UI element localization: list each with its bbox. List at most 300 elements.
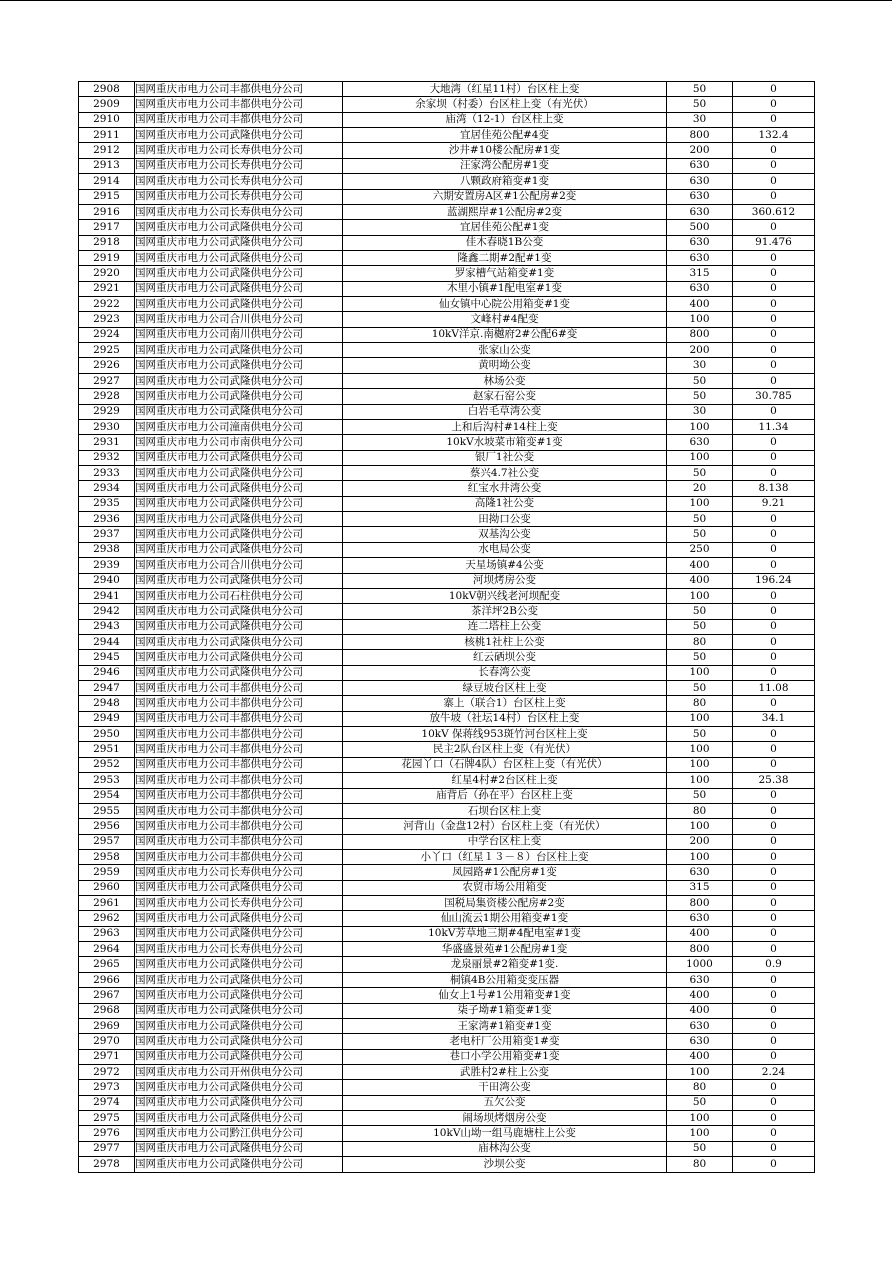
capacity-cell: 50 xyxy=(667,82,733,97)
capacity-cell: 400 xyxy=(667,573,733,588)
table-row xyxy=(79,711,815,726)
capacity-cell: 800 xyxy=(667,128,733,143)
company-cell: 国网重庆市电力公司合川供电分公司 xyxy=(135,558,343,573)
table-row xyxy=(79,681,815,696)
row-number-cell: 2960 xyxy=(79,880,135,895)
capacity-cell: 100 xyxy=(667,711,733,726)
value-cell: 0 xyxy=(733,297,815,312)
station-name-cell: 银厂1社公变 xyxy=(343,450,667,465)
value-cell: 0 xyxy=(733,82,815,97)
company-cell: 国网重庆市电力公司长寿供电分公司 xyxy=(135,174,343,189)
station-name-cell: 石坝台区柱上变 xyxy=(343,803,667,818)
station-name-cell: 庙林沟公变 xyxy=(343,1141,667,1156)
row-number-cell: 2912 xyxy=(79,143,135,158)
row-number-cell: 2953 xyxy=(79,773,135,788)
table-row xyxy=(79,588,815,603)
table-row xyxy=(79,435,815,450)
station-name-cell: 蔡兴4.7社公变 xyxy=(343,465,667,480)
table-row xyxy=(79,665,815,680)
value-cell: 0 xyxy=(733,849,815,864)
row-number-cell: 2961 xyxy=(79,896,135,911)
station-name-cell: 放牛坡（社坛14村）台区柱上变 xyxy=(343,711,667,726)
row-number-cell: 2921 xyxy=(79,281,135,296)
station-name-cell: 中学台区柱上变 xyxy=(343,834,667,849)
capacity-cell: 50 xyxy=(667,389,733,404)
station-name-cell: 高隆1社公变 xyxy=(343,496,667,511)
table-row xyxy=(79,634,815,649)
table-row xyxy=(79,573,815,588)
value-cell: 0 xyxy=(733,189,815,204)
value-cell: 0 xyxy=(733,757,815,772)
row-number-cell: 2946 xyxy=(79,665,135,680)
value-cell: 0 xyxy=(733,988,815,1003)
row-number-cell: 2955 xyxy=(79,803,135,818)
capacity-cell: 30 xyxy=(667,358,733,373)
row-number-cell: 2935 xyxy=(79,496,135,511)
station-name-cell: 龙泉丽景#2箱变#1变. xyxy=(343,957,667,972)
station-name-cell: 武胜村2#柱上公变 xyxy=(343,1065,667,1080)
capacity-cell: 100 xyxy=(667,1111,733,1126)
company-cell: 国网重庆市电力公司丰都供电分公司 xyxy=(135,757,343,772)
capacity-cell: 100 xyxy=(667,773,733,788)
station-name-cell: 闹场坝烤烟房公变 xyxy=(343,1111,667,1126)
row-number-cell: 2909 xyxy=(79,97,135,112)
company-cell: 国网重庆市电力公司潼南供电分公司 xyxy=(135,419,343,434)
station-name-cell: 大地湾（红星11村）台区柱上变 xyxy=(343,82,667,97)
value-cell: 0 xyxy=(733,343,815,358)
company-cell: 国网重庆市电力公司武隆供电分公司 xyxy=(135,481,343,496)
station-name-cell: 10kV水坡菜市箱变#1变 xyxy=(343,435,667,450)
capacity-cell: 100 xyxy=(667,450,733,465)
company-cell: 国网重庆市电力公司武隆供电分公司 xyxy=(135,1157,343,1172)
row-number-cell: 2942 xyxy=(79,604,135,619)
row-number-cell: 2962 xyxy=(79,911,135,926)
value-cell: 34.1 xyxy=(733,711,815,726)
table-row xyxy=(79,1111,815,1126)
value-cell: 0 xyxy=(733,911,815,926)
value-cell: 0 xyxy=(733,1049,815,1064)
company-cell: 国网重庆市电力公司武隆供电分公司 xyxy=(135,542,343,557)
company-cell: 国网重庆市电力公司武隆供电分公司 xyxy=(135,512,343,527)
company-cell: 国网重庆市电力公司丰都供电分公司 xyxy=(135,112,343,127)
table-row xyxy=(79,312,815,327)
value-cell: 0 xyxy=(733,650,815,665)
company-cell: 国网重庆市电力公司丰都供电分公司 xyxy=(135,773,343,788)
table-row xyxy=(79,281,815,296)
row-number-cell: 2967 xyxy=(79,988,135,1003)
station-name-cell: 小丫口（红星１３－８）台区柱上变 xyxy=(343,849,667,864)
company-cell: 国网重庆市电力公司丰都供电分公司 xyxy=(135,834,343,849)
value-cell: 0 xyxy=(733,1095,815,1110)
station-name-cell: 10kV山坳一组马鹿塘柱上公变 xyxy=(343,1126,667,1141)
company-cell: 国网重庆市电力公司武隆供电分公司 xyxy=(135,619,343,634)
station-name-cell: 老电杆厂公用箱变1#变 xyxy=(343,1034,667,1049)
company-cell: 国网重庆市电力公司武隆供电分公司 xyxy=(135,988,343,1003)
station-name-cell: 巷口小学公用箱变#1变 xyxy=(343,1049,667,1064)
station-name-cell: 红宝水井湾公变 xyxy=(343,481,667,496)
row-number-cell: 2963 xyxy=(79,926,135,941)
station-name-cell: 沙井#10楼公配房#1变 xyxy=(343,143,667,158)
capacity-cell: 630 xyxy=(667,865,733,880)
capacity-cell: 30 xyxy=(667,404,733,419)
table-row xyxy=(79,496,815,511)
row-number-cell: 2968 xyxy=(79,1003,135,1018)
row-number-cell: 2923 xyxy=(79,312,135,327)
row-number-cell: 2969 xyxy=(79,1018,135,1033)
value-cell: 0 xyxy=(733,97,815,112)
value-cell: 0 xyxy=(733,112,815,127)
capacity-cell: 200 xyxy=(667,343,733,358)
station-name-cell: 文峰村#4配变 xyxy=(343,312,667,327)
row-number-cell: 2930 xyxy=(79,419,135,434)
row-number-cell: 2926 xyxy=(79,358,135,373)
table-row xyxy=(79,757,815,772)
company-cell: 国网重庆市电力公司武隆供电分公司 xyxy=(135,634,343,649)
value-cell: 0 xyxy=(733,512,815,527)
row-number-cell: 2948 xyxy=(79,696,135,711)
row-number-cell: 2924 xyxy=(79,327,135,342)
capacity-cell: 630 xyxy=(667,158,733,173)
capacity-cell: 100 xyxy=(667,665,733,680)
value-cell: 0 xyxy=(733,281,815,296)
station-name-cell: 庙湾（12-1）台区柱上变 xyxy=(343,112,667,127)
capacity-cell: 500 xyxy=(667,220,733,235)
table-row xyxy=(79,327,815,342)
company-cell: 国网重庆市电力公司合川供电分公司 xyxy=(135,312,343,327)
company-cell: 国网重庆市电力公司武隆供电分公司 xyxy=(135,1095,343,1110)
row-number-cell: 2940 xyxy=(79,573,135,588)
company-cell: 国网重庆市电力公司武隆供电分公司 xyxy=(135,465,343,480)
station-name-cell: 宜居佳苑公配#1变 xyxy=(343,220,667,235)
capacity-cell: 630 xyxy=(667,189,733,204)
company-cell: 国网重庆市电力公司市南供电分公司 xyxy=(135,435,343,450)
row-number-cell: 2925 xyxy=(79,343,135,358)
table-row xyxy=(79,911,815,926)
station-name-cell: 柒子坳#1箱变#1变 xyxy=(343,1003,667,1018)
station-name-cell: 国税局集资楼公配房#2变 xyxy=(343,896,667,911)
company-cell: 国网重庆市电力公司武隆供电分公司 xyxy=(135,450,343,465)
station-name-cell: 余家坝（村委）台区柱上变（有光伏） xyxy=(343,97,667,112)
capacity-cell: 630 xyxy=(667,911,733,926)
table-row xyxy=(79,450,815,465)
row-number-cell: 2951 xyxy=(79,742,135,757)
station-name-cell: 宜居佳苑公配#4变 xyxy=(343,128,667,143)
company-cell: 国网重庆市电力公司长寿供电分公司 xyxy=(135,158,343,173)
value-cell: 0 xyxy=(733,634,815,649)
capacity-cell: 80 xyxy=(667,1157,733,1172)
station-name-cell: 凤园路#1公配房#1变 xyxy=(343,865,667,880)
row-number-cell: 2916 xyxy=(79,204,135,219)
capacity-cell: 50 xyxy=(667,527,733,542)
capacity-cell: 50 xyxy=(667,465,733,480)
company-cell: 国网重庆市电力公司长寿供电分公司 xyxy=(135,865,343,880)
company-cell: 国网重庆市电力公司丰都供电分公司 xyxy=(135,849,343,864)
value-cell: 0 xyxy=(733,558,815,573)
company-cell: 国网重庆市电力公司武隆供电分公司 xyxy=(135,297,343,312)
capacity-cell: 50 xyxy=(667,97,733,112)
capacity-cell: 400 xyxy=(667,1003,733,1018)
value-cell: 132.4 xyxy=(733,128,815,143)
capacity-cell: 50 xyxy=(667,1141,733,1156)
value-cell: 0 xyxy=(733,435,815,450)
table-body xyxy=(79,82,815,1173)
station-name-cell: 华盛盛景苑#1公配房#1变 xyxy=(343,942,667,957)
capacity-cell: 630 xyxy=(667,174,733,189)
capacity-cell: 315 xyxy=(667,880,733,895)
station-name-cell: 桐镇4B公用箱变变压器 xyxy=(343,972,667,987)
row-number-cell: 2978 xyxy=(79,1157,135,1172)
company-cell: 国网重庆市电力公司武隆供电分公司 xyxy=(135,972,343,987)
table-row xyxy=(79,465,815,480)
table-row xyxy=(79,204,815,219)
value-cell: 0 xyxy=(733,865,815,880)
station-name-cell: 河坝烤房公变 xyxy=(343,573,667,588)
row-number-cell: 2936 xyxy=(79,512,135,527)
company-cell: 国网重庆市电力公司武隆供电分公司 xyxy=(135,1003,343,1018)
company-cell: 国网重庆市电力公司长寿供电分公司 xyxy=(135,896,343,911)
table-row xyxy=(79,1126,815,1141)
row-number-cell: 2950 xyxy=(79,727,135,742)
value-cell: 11.08 xyxy=(733,681,815,696)
company-cell: 国网重庆市电力公司武隆供电分公司 xyxy=(135,604,343,619)
capacity-cell: 400 xyxy=(667,558,733,573)
table-row xyxy=(79,650,815,665)
company-cell: 国网重庆市电力公司丰都供电分公司 xyxy=(135,681,343,696)
row-number-cell: 2918 xyxy=(79,235,135,250)
capacity-cell: 50 xyxy=(667,1095,733,1110)
value-cell: 0 xyxy=(733,1141,815,1156)
capacity-cell: 630 xyxy=(667,281,733,296)
row-number-cell: 2919 xyxy=(79,250,135,265)
table-row xyxy=(79,926,815,941)
value-cell: 0 xyxy=(733,312,815,327)
value-cell: 0 xyxy=(733,665,815,680)
company-cell: 国网重庆市电力公司武隆供电分公司 xyxy=(135,235,343,250)
capacity-cell: 100 xyxy=(667,819,733,834)
value-cell: 91.476 xyxy=(733,235,815,250)
value-cell: 2.24 xyxy=(733,1065,815,1080)
value-cell: 9.21 xyxy=(733,496,815,511)
capacity-cell: 800 xyxy=(667,896,733,911)
row-number-cell: 2939 xyxy=(79,558,135,573)
company-cell: 国网重庆市电力公司武隆供电分公司 xyxy=(135,1018,343,1033)
value-cell: 0 xyxy=(733,358,815,373)
capacity-cell: 400 xyxy=(667,926,733,941)
station-name-cell: 长春湾公变 xyxy=(343,665,667,680)
station-name-cell: 10kV芳草地三期#4配电室#1变 xyxy=(343,926,667,941)
capacity-cell: 100 xyxy=(667,1065,733,1080)
company-cell: 国网重庆市电力公司丰都供电分公司 xyxy=(135,803,343,818)
value-cell: 0 xyxy=(733,972,815,987)
station-name-cell: 双基沟公变 xyxy=(343,527,667,542)
company-cell: 国网重庆市电力公司武隆供电分公司 xyxy=(135,220,343,235)
table-row xyxy=(79,404,815,419)
table-row xyxy=(79,1034,815,1049)
table-row xyxy=(79,834,815,849)
company-cell: 国网重庆市电力公司武隆供电分公司 xyxy=(135,665,343,680)
row-number-cell: 2977 xyxy=(79,1141,135,1156)
station-name-cell: 10kV朝兴线老河坝配变 xyxy=(343,588,667,603)
value-cell: 0 xyxy=(733,220,815,235)
capacity-cell: 80 xyxy=(667,696,733,711)
value-cell: 0 xyxy=(733,619,815,634)
company-cell: 国网重庆市电力公司武隆供电分公司 xyxy=(135,650,343,665)
table-row xyxy=(79,942,815,957)
table-row xyxy=(79,1080,815,1095)
row-number-cell: 2974 xyxy=(79,1095,135,1110)
value-cell: 0 xyxy=(733,143,815,158)
company-cell: 国网重庆市电力公司武隆供电分公司 xyxy=(135,527,343,542)
company-cell: 国网重庆市电力公司黔江供电分公司 xyxy=(135,1126,343,1141)
company-cell: 国网重庆市电力公司武隆供电分公司 xyxy=(135,1049,343,1064)
value-cell: 0 xyxy=(733,1080,815,1095)
company-cell: 国网重庆市电力公司丰都供电分公司 xyxy=(135,82,343,97)
table-row xyxy=(79,619,815,634)
table-row xyxy=(79,189,815,204)
table-row xyxy=(79,358,815,373)
capacity-cell: 100 xyxy=(667,757,733,772)
station-name-cell: 红星4村#2台区柱上变 xyxy=(343,773,667,788)
value-cell: 8.138 xyxy=(733,481,815,496)
value-cell: 30.785 xyxy=(733,389,815,404)
company-cell: 国网重庆市电力公司武隆供电分公司 xyxy=(135,957,343,972)
value-cell: 0 xyxy=(733,450,815,465)
station-name-cell: 红云硒坝公变 xyxy=(343,650,667,665)
capacity-cell: 630 xyxy=(667,972,733,987)
company-cell: 国网重庆市电力公司丰都供电分公司 xyxy=(135,727,343,742)
station-name-cell: 佳木春晓1B公变 xyxy=(343,235,667,250)
company-cell: 国网重庆市电力公司丰都供电分公司 xyxy=(135,711,343,726)
row-number-cell: 2959 xyxy=(79,865,135,880)
table-row xyxy=(79,1018,815,1033)
capacity-cell: 50 xyxy=(667,788,733,803)
table-row xyxy=(79,865,815,880)
capacity-cell: 250 xyxy=(667,542,733,557)
value-cell: 0 xyxy=(733,1157,815,1172)
row-number-cell: 2937 xyxy=(79,527,135,542)
company-cell: 国网重庆市电力公司长寿供电分公司 xyxy=(135,143,343,158)
company-cell: 国网重庆市电力公司武隆供电分公司 xyxy=(135,343,343,358)
value-cell: 0 xyxy=(733,542,815,557)
station-name-cell: 沙坝公变 xyxy=(343,1157,667,1172)
capacity-cell: 80 xyxy=(667,634,733,649)
row-number-cell: 2956 xyxy=(79,819,135,834)
table-row xyxy=(79,542,815,557)
value-cell: 0 xyxy=(733,588,815,603)
capacity-cell: 400 xyxy=(667,1049,733,1064)
value-cell: 0 xyxy=(733,174,815,189)
value-cell: 0 xyxy=(733,742,815,757)
capacity-cell: 630 xyxy=(667,1018,733,1033)
row-number-cell: 2949 xyxy=(79,711,135,726)
top-rule xyxy=(0,0,892,1)
station-name-cell: 仙山流云1期公用箱变#1变 xyxy=(343,911,667,926)
value-cell: 0 xyxy=(733,266,815,281)
capacity-cell: 100 xyxy=(667,312,733,327)
row-number-cell: 2966 xyxy=(79,972,135,987)
row-number-cell: 2964 xyxy=(79,942,135,957)
value-cell: 0 xyxy=(733,1126,815,1141)
row-number-cell: 2944 xyxy=(79,634,135,649)
company-cell: 国网重庆市电力公司武隆供电分公司 xyxy=(135,1141,343,1156)
value-cell: 360.612 xyxy=(733,204,815,219)
station-name-cell: 五欠公变 xyxy=(343,1095,667,1110)
table-row xyxy=(79,1003,815,1018)
row-number-cell: 2954 xyxy=(79,788,135,803)
station-name-cell: 寨上（联合1）台区柱上变 xyxy=(343,696,667,711)
company-cell: 国网重庆市电力公司武隆供电分公司 xyxy=(135,128,343,143)
table-row xyxy=(79,742,815,757)
row-number-cell: 2915 xyxy=(79,189,135,204)
station-name-cell: 农贸市场公用箱变 xyxy=(343,880,667,895)
station-name-cell: 干田湾公变 xyxy=(343,1080,667,1095)
row-number-cell: 2938 xyxy=(79,542,135,557)
company-cell: 国网重庆市电力公司石柱供电分公司 xyxy=(135,588,343,603)
table-row xyxy=(79,972,815,987)
capacity-cell: 1000 xyxy=(667,957,733,972)
table-row xyxy=(79,1141,815,1156)
table-row xyxy=(79,527,815,542)
capacity-cell: 200 xyxy=(667,834,733,849)
capacity-cell: 100 xyxy=(667,849,733,864)
capacity-cell: 400 xyxy=(667,988,733,1003)
station-name-cell: 仙女上1号#1公用箱变#1变 xyxy=(343,988,667,1003)
value-cell: 0 xyxy=(733,1034,815,1049)
table-row xyxy=(79,143,815,158)
station-name-cell: 花园丫口（石牌4队）台区柱上变（有光伏） xyxy=(343,757,667,772)
row-number-cell: 2913 xyxy=(79,158,135,173)
row-number-cell: 2943 xyxy=(79,619,135,634)
company-cell: 国网重庆市电力公司武隆供电分公司 xyxy=(135,1111,343,1126)
capacity-cell: 100 xyxy=(667,1126,733,1141)
row-number-cell: 2914 xyxy=(79,174,135,189)
capacity-cell: 100 xyxy=(667,496,733,511)
table-row xyxy=(79,297,815,312)
value-cell: 0 xyxy=(733,788,815,803)
value-cell: 0 xyxy=(733,327,815,342)
capacity-cell: 800 xyxy=(667,942,733,957)
row-number-cell: 2929 xyxy=(79,404,135,419)
company-cell: 国网重庆市电力公司武隆供电分公司 xyxy=(135,358,343,373)
company-cell: 国网重庆市电力公司武隆供电分公司 xyxy=(135,373,343,388)
station-name-cell: 木里小镇#1配电室#1变 xyxy=(343,281,667,296)
table-row xyxy=(79,1049,815,1064)
table-row xyxy=(79,82,815,97)
row-number-cell: 2927 xyxy=(79,373,135,388)
station-name-cell: 民主2队台区柱上变（有光伏） xyxy=(343,742,667,757)
capacity-cell: 630 xyxy=(667,435,733,450)
table-row xyxy=(79,727,815,742)
capacity-cell: 50 xyxy=(667,604,733,619)
value-cell: 0 xyxy=(733,819,815,834)
value-cell: 0 xyxy=(733,250,815,265)
value-cell: 11.34 xyxy=(733,419,815,434)
capacity-cell: 50 xyxy=(667,727,733,742)
station-name-cell: 庙背后（孙在平）台区柱上变 xyxy=(343,788,667,803)
value-cell: 0 xyxy=(733,158,815,173)
capacity-cell: 630 xyxy=(667,250,733,265)
station-name-cell: 田拗口公变 xyxy=(343,512,667,527)
value-cell: 0 xyxy=(733,465,815,480)
company-cell: 国网重庆市电力公司长寿供电分公司 xyxy=(135,189,343,204)
value-cell: 0 xyxy=(733,1111,815,1126)
table-row xyxy=(79,158,815,173)
company-cell: 国网重庆市电力公司开州供电分公司 xyxy=(135,1065,343,1080)
capacity-cell: 50 xyxy=(667,619,733,634)
capacity-cell: 30 xyxy=(667,112,733,127)
company-cell: 国网重庆市电力公司武隆供电分公司 xyxy=(135,573,343,588)
station-name-cell: 10kV 保蒋线953斑竹河台区柱上变 xyxy=(343,727,667,742)
